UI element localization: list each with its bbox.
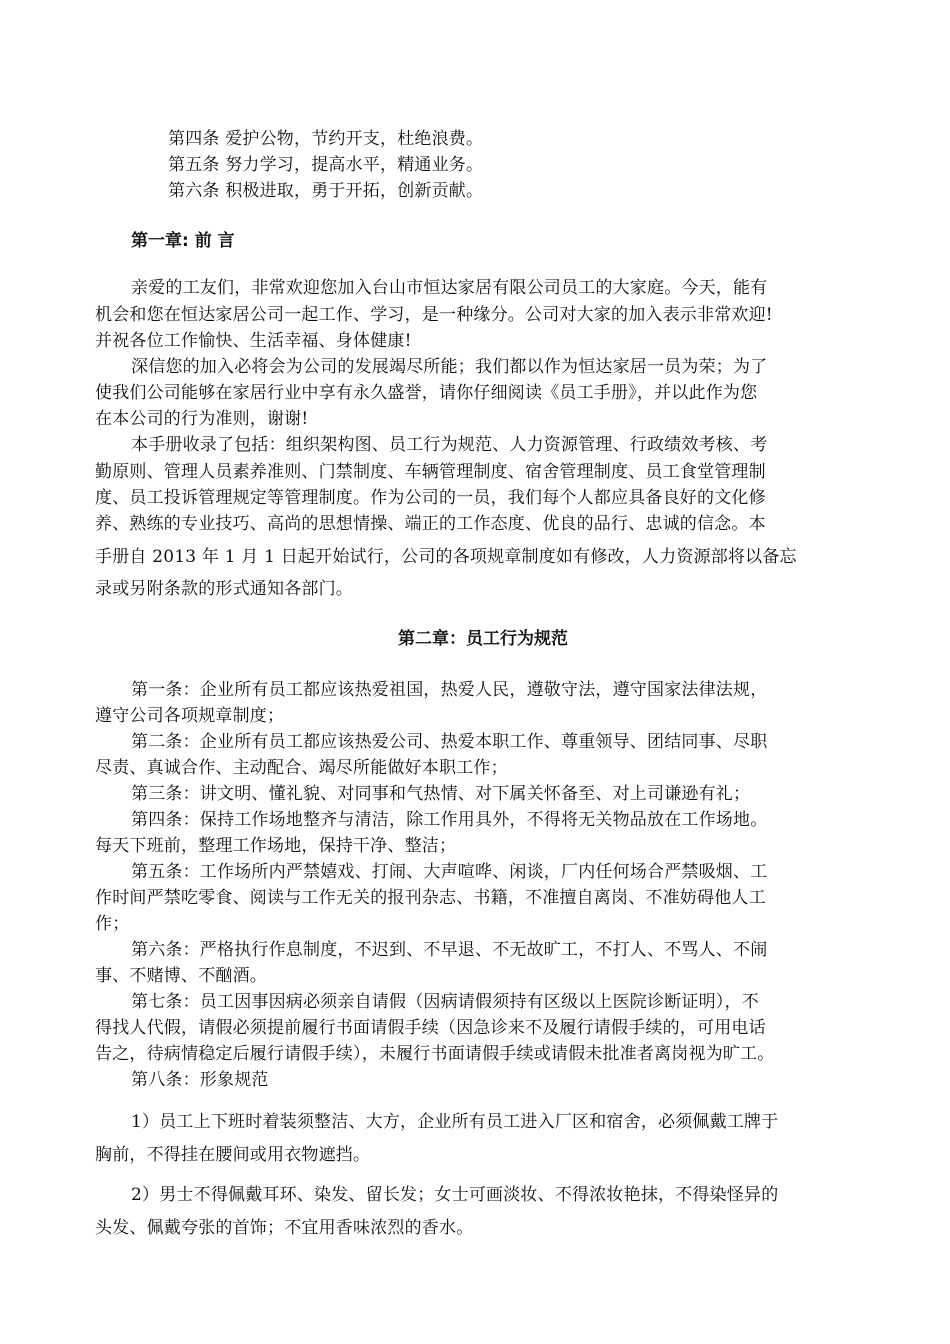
- chapter-2-title: 第二章：员工行为规范: [398, 629, 568, 649]
- chapter-2-line: 作；: [95, 914, 130, 934]
- chapter-2-line: 第一条：企业所有员工都应该热爱祖国，热爱人民，遵敬守法，遵守国家法律法规，: [131, 680, 768, 700]
- chapter-1-line: 手册自 2013 年 1 月 1 日起开始试行，公司的各项规章制度如有修改，人力资源部将以备忘: [95, 547, 797, 567]
- chapter-2-line: 第五条：工作场所内严禁嬉戏、打闹、大声喧哗、闲谈，厂内任何场合严禁吸烟、工: [131, 862, 768, 882]
- chapter-2-line: 第二条：企业所有员工都应该热爱公司、热爱本职工作、尊重领导、团结同事、尽职: [131, 732, 768, 752]
- chapter-1-line: 并祝各位工作愉快、生活幸福、身体健康!: [95, 331, 412, 351]
- chapter-2-line: 事、不赌博、不酗酒。: [95, 966, 267, 986]
- chapter-2-line: 头发、佩戴夸张的首饰；不宜用香味浓烈的香水。: [95, 1218, 474, 1238]
- chapter-1-line: 机会和您在恒达家居公司一起工作、学习，是一种缘分。公司对大家的加入表示非常欢迎!: [95, 305, 773, 325]
- chapter-1-line: 养、熟练的专业技巧、高尚的思想情操、端正的工作态度、优良的品行、忠诚的信念。本: [95, 514, 766, 534]
- chapter-1-line: 度、员工投诉管理规定等管理制度。作为公司的一员，我们每个人都应具备良好的文化修: [95, 488, 766, 508]
- chapter-2-line: 第六条：严格执行作息制度，不迟到、不早退、不无故旷工，不打人、不骂人、不闹: [131, 940, 768, 960]
- chapter-2-line: 第四条：保持工作场地整齐与清洁，除工作用具外，不得将无关物品放在工作场地。: [131, 810, 768, 830]
- chapter-1-line: 在本公司的行为准则，谢谢!: [95, 409, 309, 429]
- chapter-2-line: 第八条：形象规范: [131, 1070, 269, 1090]
- chapter-1-line: 录或另附条款的形式通知各部门。: [95, 579, 353, 599]
- chapter-1-line: 使我们公司能够在家居行业中享有永久盛誉，请你仔细阅读《员工手册》，并以此作为您: [95, 383, 758, 403]
- chapter-2-line: 2）男士不得佩戴耳环、染发、留长发；女士可画淡妆、不得浓妆艳抹，不得染怪异的: [131, 1185, 779, 1205]
- article-4-line: 第四条 爱护公物，节约开支，杜绝浪费。: [168, 129, 484, 149]
- chapter-2-line: 第七条：员工因事因病必须亲自请假（因病请假须持有区级以上医院诊断证明），不: [131, 992, 759, 1012]
- chapter-2-line: 作时间严禁吃零食、阅读与工作无关的报刊杂志、书籍，不准擅自离岗、不准妨碍他人工: [95, 888, 766, 908]
- chapter-1-line: 亲爱的工友们，非常欢迎您加入台山市恒达家居有限公司员工的大家庭。今天，能有: [131, 278, 768, 298]
- chapter-2-line: 第三条：讲文明、懂礼貌、对同事和气热情、对下属关怀备至、对上司谦逊有礼；: [131, 784, 751, 804]
- chapter-2-line: 遵守公司各项规章制度；: [95, 706, 285, 726]
- chapter-1-title: 第一章: 前 言: [131, 231, 235, 251]
- chapter-2-line: 胸前，不得挂在腰间或用衣物遮挡。: [95, 1145, 371, 1165]
- article-5-line: 第五条 努力学习，提高水平，精通业务。: [168, 155, 484, 175]
- chapter-2-line: 尽责、真诚合作、主动配合、竭尽所能做好本职工作；: [95, 758, 508, 778]
- chapter-1-line: 本手册收录了包括：组织架构图、员工行为规范、人力资源管理、行政绩效考核、考: [131, 435, 768, 455]
- chapter-2-line: 1）员工上下班时着装须整洁、大方，企业所有员工进入厂区和宿舍，必须佩戴工牌于: [131, 1112, 779, 1132]
- chapter-1-line: 深信您的加入必将会为公司的发展竭尽所能；我们都以作为恒达家居一员为荣；为了: [131, 357, 768, 377]
- chapter-2-line: 告之，待病情稳定后履行请假手续），未履行书面请假手续或请假未批准者离岗视为旷工。: [95, 1044, 775, 1064]
- chapter-1-line: 勤原则、管理人员素养准则、门禁制度、车辆管理制度、宿舍管理制度、员工食堂管理制: [95, 462, 766, 482]
- article-6-line: 第六条 积极进取，勇于开拓，创新贡献。: [168, 181, 484, 201]
- chapter-2-line: 每天下班前，整理工作场地，保持干净、整洁；: [95, 836, 457, 856]
- chapter-2-line: 得找人代假，请假必须提前履行书面请假手续（因急诊来不及履行请假手续的，可用电话: [95, 1018, 766, 1038]
